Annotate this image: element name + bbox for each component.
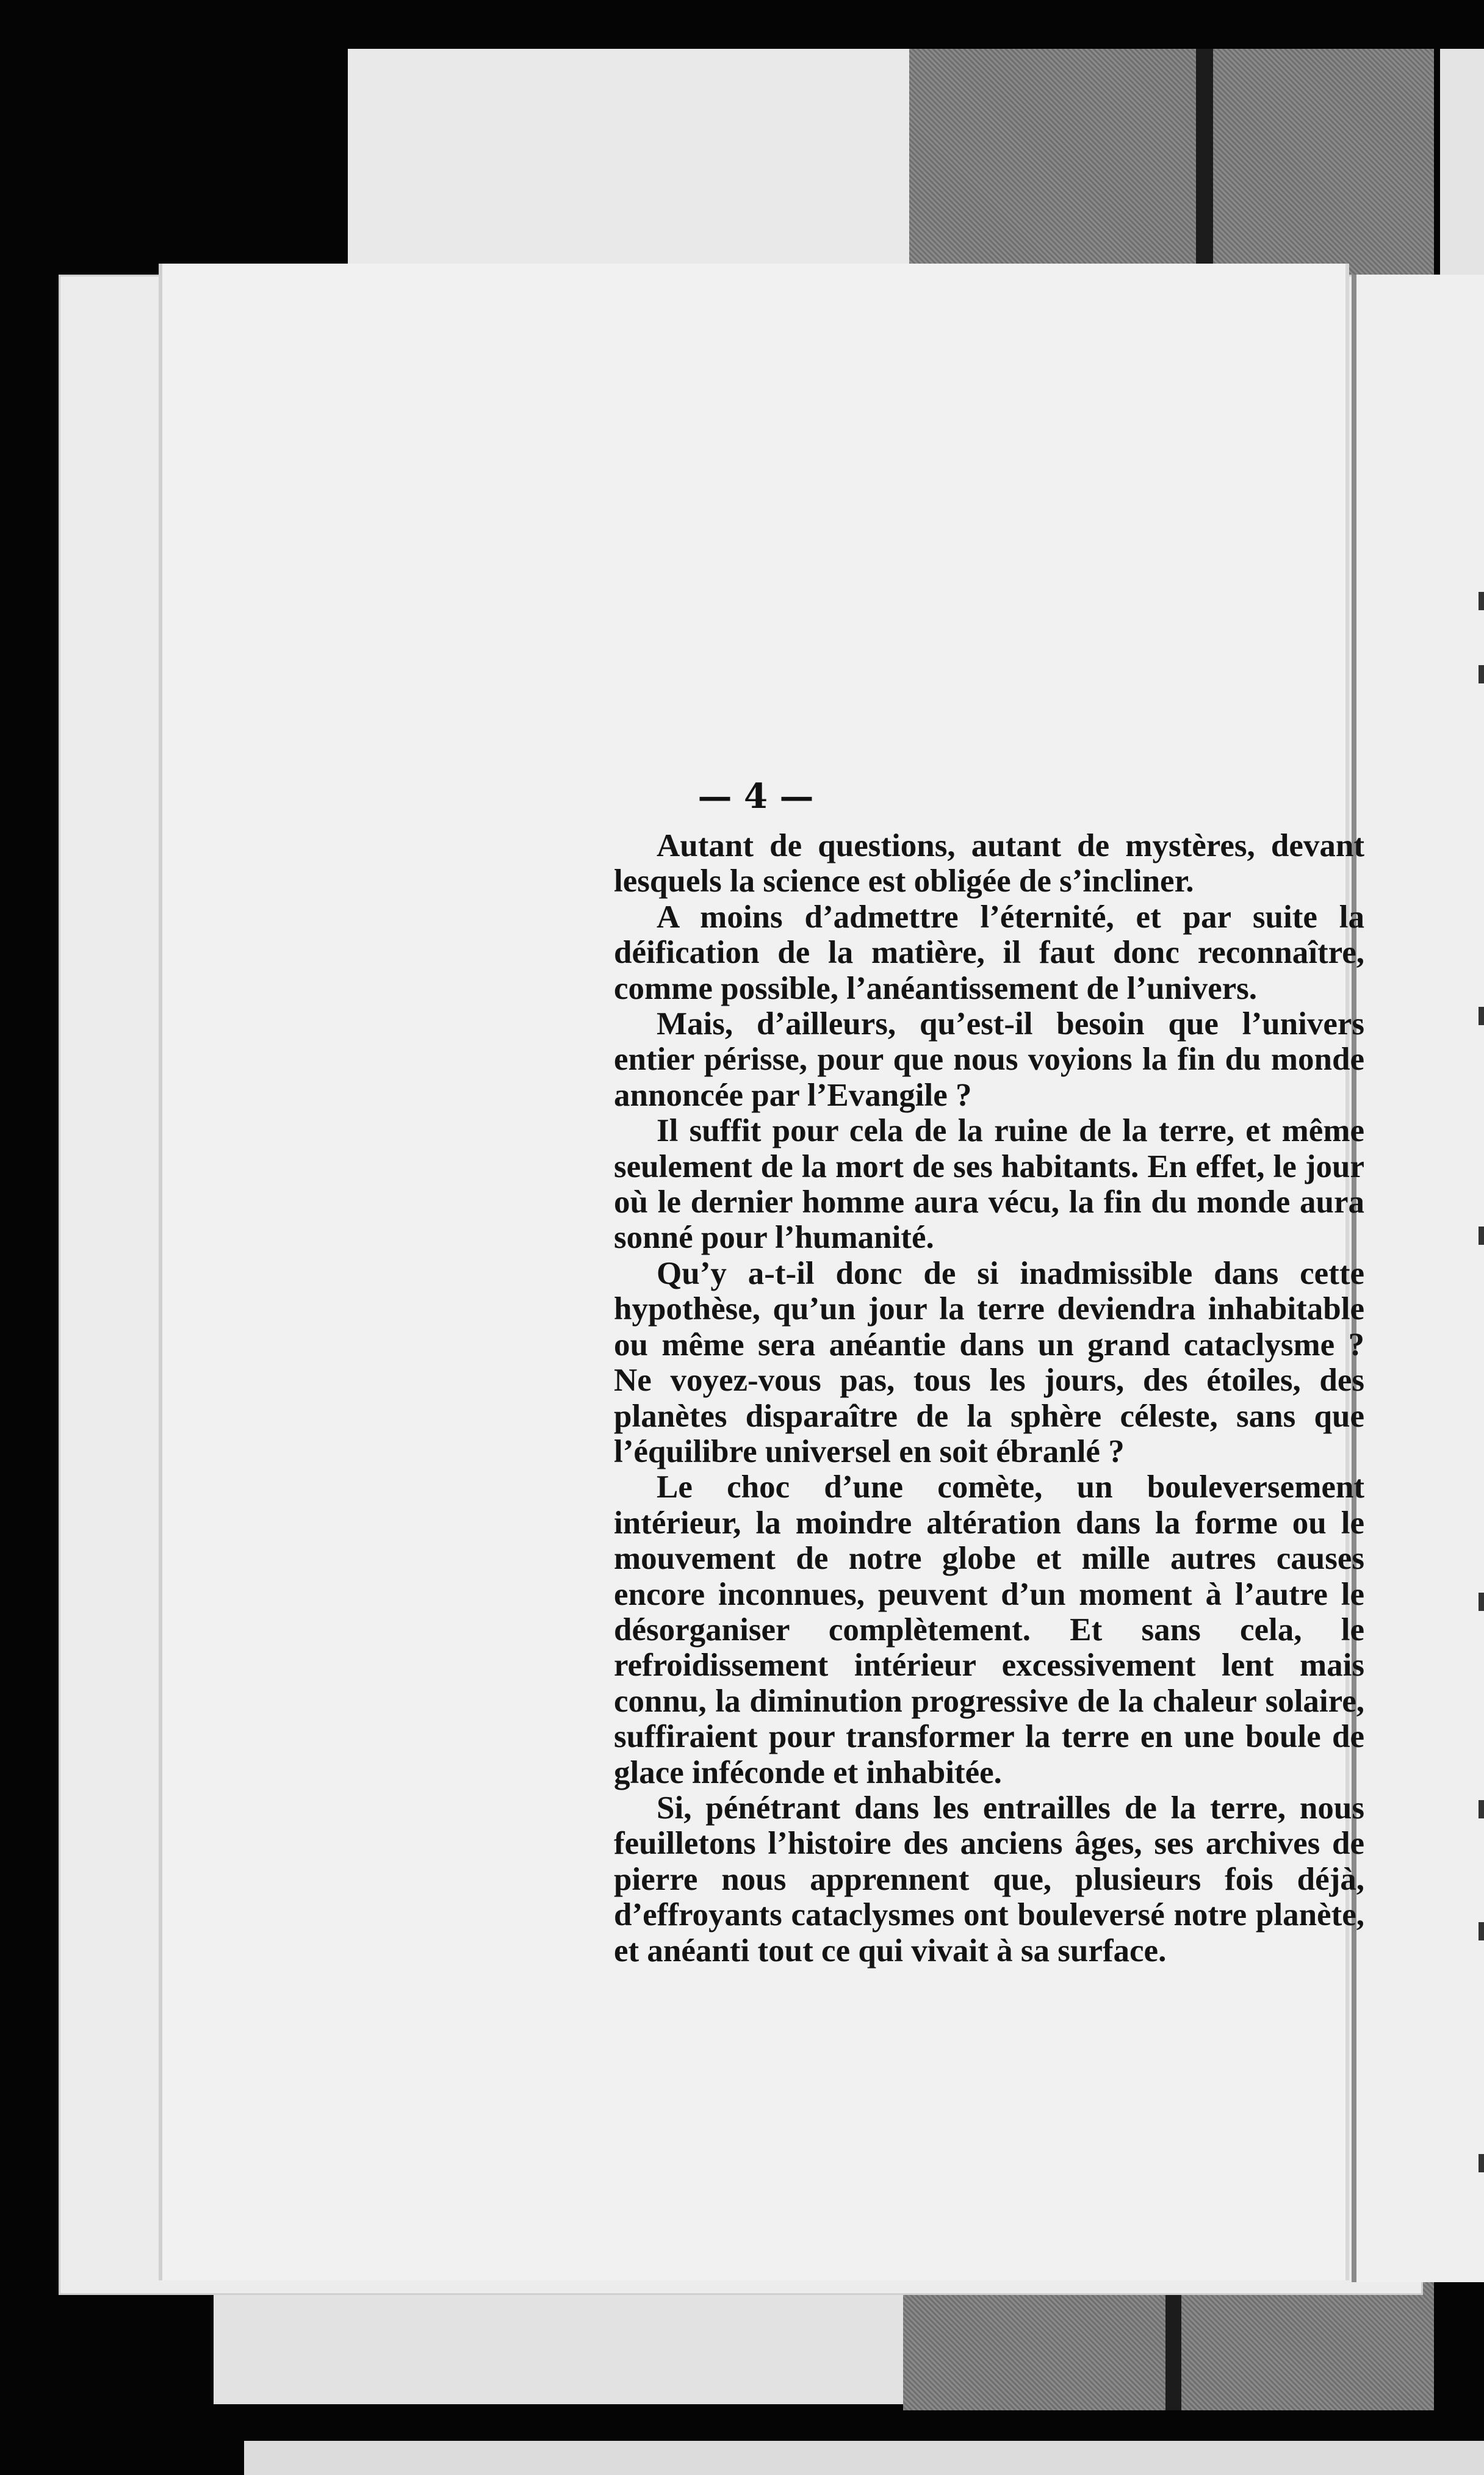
adjacent-page-text-fragment [1479,592,1484,610]
paragraph: Qu’y a-t-il donc de si inadmissible dans cette hypothèse, qu’un jour la terre deviendra inhabitable ou même sera anéantie dans un grand cataclysme ? Ne voyez-vous pas, tous les jours, des étoiles, des planètes disparaître de la sphère céleste, sans que l’équilibre universel en soit ébranlé ? [614,1255,1364,1469]
paragraph: Mais, d’ailleurs, qu’est-il besoin que l’univers entier périsse, pour que nous voyions la fin du monde annoncée par l’Evangile ? [614,1006,1364,1113]
paragraph: Le choc d’une comète, un bouleversement intérieur, la moindre altération dans la forme ou le mouvement de notre globe et mille autres causes encore inconnues, peuvent d’un moment à l’autre le désorganiser complètement. Et sans cela, le refroidissement intérieur excessivement lent mais connu, la diminution progressive de la chaleur solaire, suffiraient pour transformer la terre en une boule de glace inféconde et inhabitée. [614,1469,1364,1790]
background-strip-bottom [244,2441,1484,2475]
body-text [614,828,1364,1969]
adjacent-page-text-fragment [1479,1922,1484,1940]
paragraph: A moins d’admettre l’éternité, et par suite la déification de la matière, il faut donc reconnaître, comme possible, l’anéantissement de l’univers. [614,899,1364,1006]
paragraph: Si, pénétrant dans les entrailles de la terre, nous feuilletons l’histoire des anciens âges, ses archives de pierre nous apprennent que, plusieurs fois déjà, d’effroyants cataclysmes ont bouleversé notre planète, et anéanti tout ce qui vivait à sa surface. [614,1790,1364,1969]
paragraph: Il suffit pour cela de la ruine de la terre, et même seulement de la mort de ses habitants. En effet, le jour où le dernier homme aura vécu, la fin du monde aura sonné pour l’humanité. [614,1113,1364,1256]
background-fabric-top [909,49,1434,293]
adjacent-page-text-fragment [1479,1007,1484,1025]
background-card-bottom [214,2282,903,2404]
page-number: — 4 — [697,776,814,816]
adjacent-page-text-fragment [1479,1227,1484,1245]
background-card-top [348,49,909,268]
paragraph: Autant de questions, autant de mystères, devant lesquels la science est obligée de s’incliner. [614,828,1364,899]
document-page [159,264,1364,2280]
adjacent-page-text-fragment [1479,2154,1484,2172]
adjacent-page [1352,275,1484,2282]
adjacent-page-text-fragment [1479,1593,1484,1611]
adjacent-page-text-fragment [1479,665,1484,683]
background-card-top-right [1440,49,1484,275]
adjacent-page-text-fragment [1479,1800,1484,1818]
